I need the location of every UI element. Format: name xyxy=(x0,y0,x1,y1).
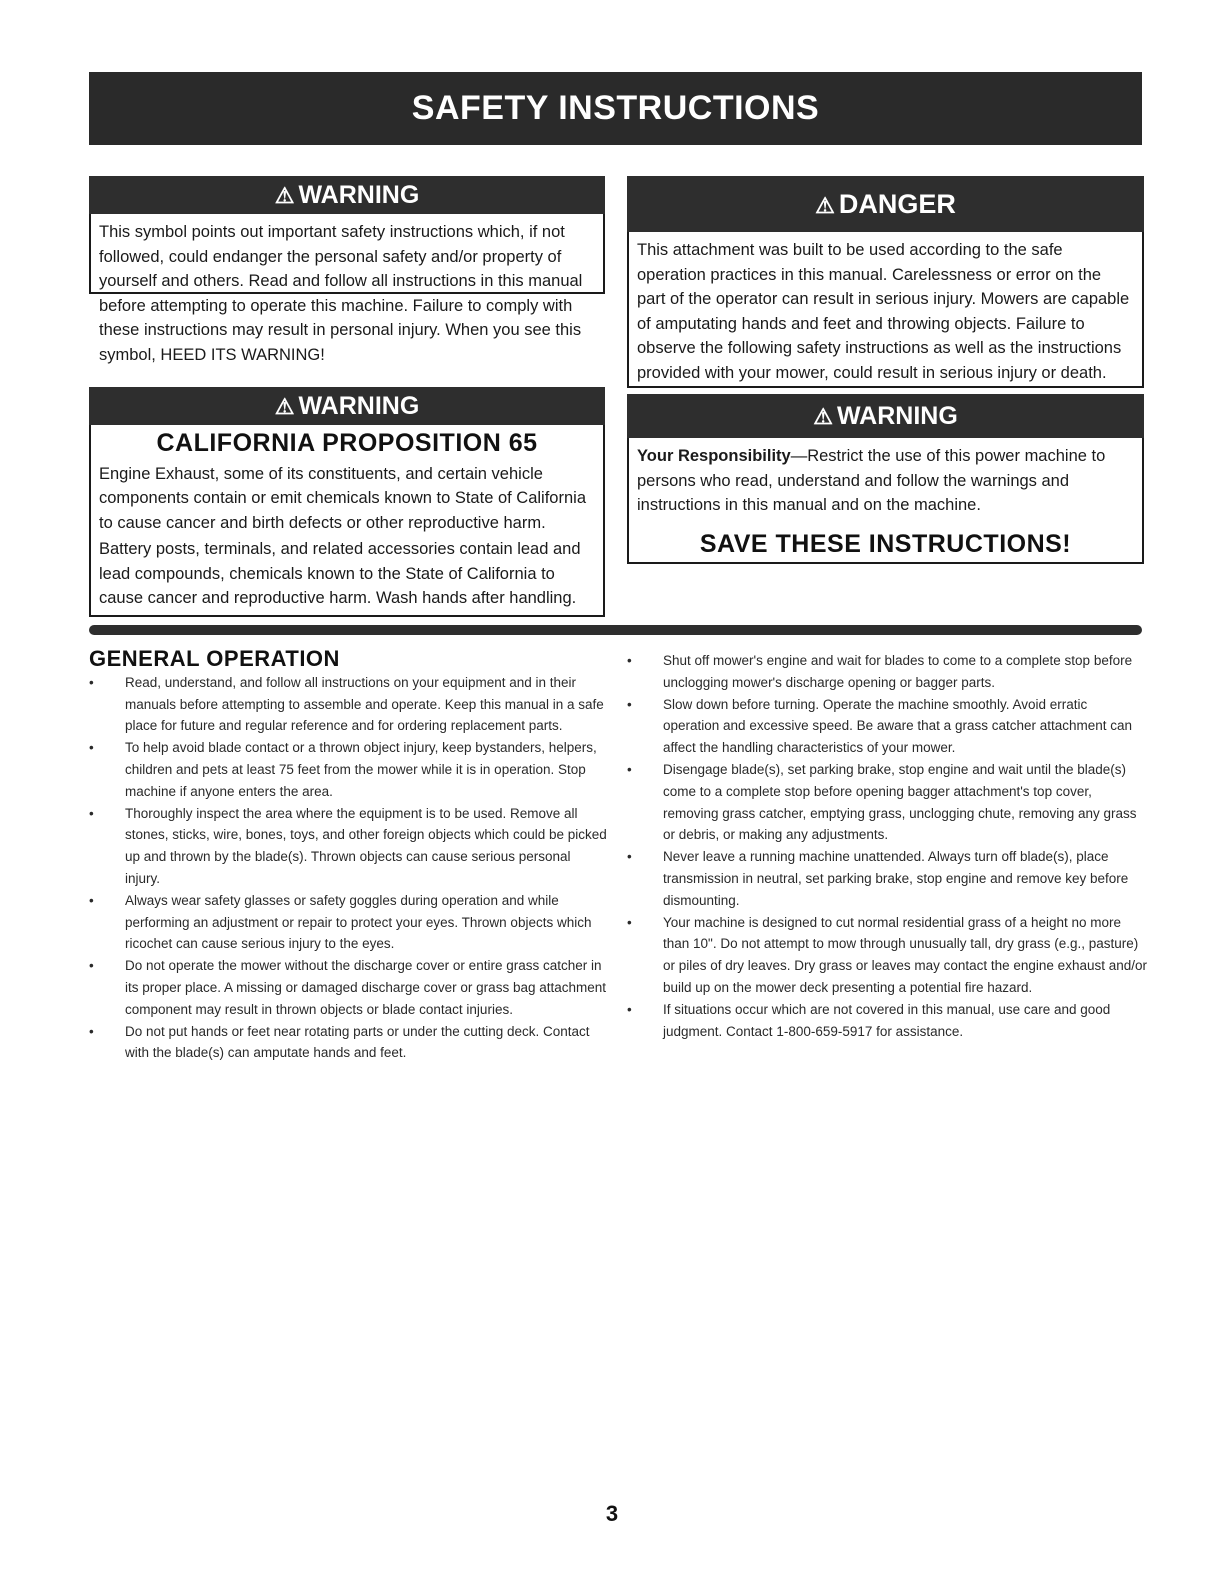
prop65-header: ⚠ WARNING xyxy=(89,387,605,425)
left-bullet-list xyxy=(89,672,609,1064)
responsibility-box xyxy=(627,394,1144,564)
warning-triangle-icon: ⚠ xyxy=(274,394,295,419)
warning-text: This symbol points out important safety instructions which, if not followed, could endanger the personal safety and/or property of yourself and others. Read and follow all instructions in this manual before attempting to operate this machine. Failure to comply with these instructions may result in personal injury. When you see this symbol, HEED ITS WARNING! xyxy=(99,223,583,364)
section-title: GENERAL OPERATION xyxy=(89,646,340,671)
warning-triangle-icon: ⚠ xyxy=(274,183,295,208)
list-item: • Do not put hands or feet near rotating parts or under the cutting deck. Contact with the blade(s) can amputate hands and feet. xyxy=(89,1021,609,1065)
danger-box xyxy=(627,176,1144,388)
prop65-box xyxy=(89,387,605,617)
list-item: • Thoroughly inspect the area where the equipment is to be used. Remove all stones, sticks, wire, bones, toys, and other foreign objects which could be picked up and thrown by the blade(s). Thrown objects can cause serious personal injury. xyxy=(89,803,609,890)
list-item: • Disengage blade(s), set parking brake, stop engine and wait until the blade(s) come to a complete stop before opening bagger attachment's top cover, removing grass catcher, emptying grass, unclogging chute, removing any grass or debris, or making any adjustments. xyxy=(627,759,1147,846)
list-item: • If situations occur which are not covered in this manual, use care and good judgment. Contact 1-800-659-5917 for assistance. xyxy=(627,999,1147,1043)
general-operation-right xyxy=(627,650,1147,1042)
list-item: • Your machine is designed to cut normal residential grass of a height no more than 10". Do not attempt to mow through unusually tall, dry grass (e.g., pasture) or piles of dry leaves. Dry grass or leaves may contact the engine exhaust and/or build up on the mower deck presenting a potential fire hazard. xyxy=(627,912,1147,999)
list-item: • Slow down before turning. Operate the machine smoothly. Avoid erratic operation and excessive speed. Be aware that a grass catcher attachment can affect the handling characteristics of your mower. xyxy=(627,694,1147,759)
page-title-banner xyxy=(89,72,1142,145)
page-number: 3 xyxy=(605,1501,619,1526)
section-divider xyxy=(89,625,1142,635)
warning-triangle-icon: ⚠ xyxy=(813,404,833,429)
prop65-title: CALIFORNIA PROPOSITION 65 xyxy=(156,429,538,457)
general-operation-left xyxy=(89,648,609,1064)
danger-text: This attachment was built to be used according to the safe operation practices in this manual. Carelessness or error on the part of the operator can result in serious injury. Mowers are capable of amputating hands and feet and throwing objects. Failure to observe the following safety instructions as well as the instructions provided with your mower, could result in serious injury or death. xyxy=(637,241,1130,382)
danger-header: ⚠ DANGER xyxy=(627,176,1144,232)
prop65-para1: Engine Exhaust, some of its constituents, and certain vehicle components contain or emit chemicals known to State of California to cause cancer and birth defects or other reproductive harm. xyxy=(99,464,586,532)
danger-triangle-icon: ⚠ xyxy=(815,193,835,218)
list-item: • To help avoid blade contact or a thrown object injury, keep bystanders, helpers, children and pets at least 75 feet from the mower while it is in operation. Stop machine if anyone enters the area. xyxy=(89,737,609,802)
list-item: • Shut off mower's engine and wait for blades to come to a complete stop before unclogging mower's discharge opening or bagger parts. xyxy=(627,650,1147,694)
list-item: • Do not operate the mower without the discharge cover or entire grass catcher in its proper place. A missing or damaged discharge cover or grass bag attachment component may result in thrown objects or blade contact injuries. xyxy=(89,955,609,1020)
responsibility-lead: Your Responsibility xyxy=(637,447,791,465)
right-bullet-list xyxy=(627,650,1147,1042)
save-instructions: SAVE THESE INSTRUCTIONS! xyxy=(699,529,1072,558)
responsibility-text: —Restrict the use of this power machine to persons who read, understand and follow the warnings and instructions in this manual and on the machine. xyxy=(637,447,1106,514)
warning-header: ⚠ WARNING xyxy=(89,176,605,214)
responsibility-header: ⚠ WARNING xyxy=(627,394,1144,438)
list-item: • Always wear safety glasses or safety goggles during operation and while performing an adjustment or repair to protect your eyes. Thrown objects which ricochet can cause serious injury to the eyes. xyxy=(89,890,609,955)
warning-symbol-box xyxy=(89,176,605,364)
list-item: • Read, understand, and follow all instructions on your equipment and in their manuals before attempting to assemble and operate. Keep this manual in a safe place for future and regular reference and for ordering replacement parts. xyxy=(89,672,609,737)
list-item: • Never leave a running machine unattended. Always turn off blade(s), place transmission in neutral, set parking brake, stop engine and remove key before dismounting. xyxy=(627,846,1147,911)
page-title: SAFETY INSTRUCTIONS xyxy=(411,89,820,127)
prop65-para2: Battery posts, terminals, and related accessories contain lead and lead compounds, chemicals known to the State of California to cause cancer and reproductive harm. Wash hands after handling. xyxy=(99,540,581,607)
